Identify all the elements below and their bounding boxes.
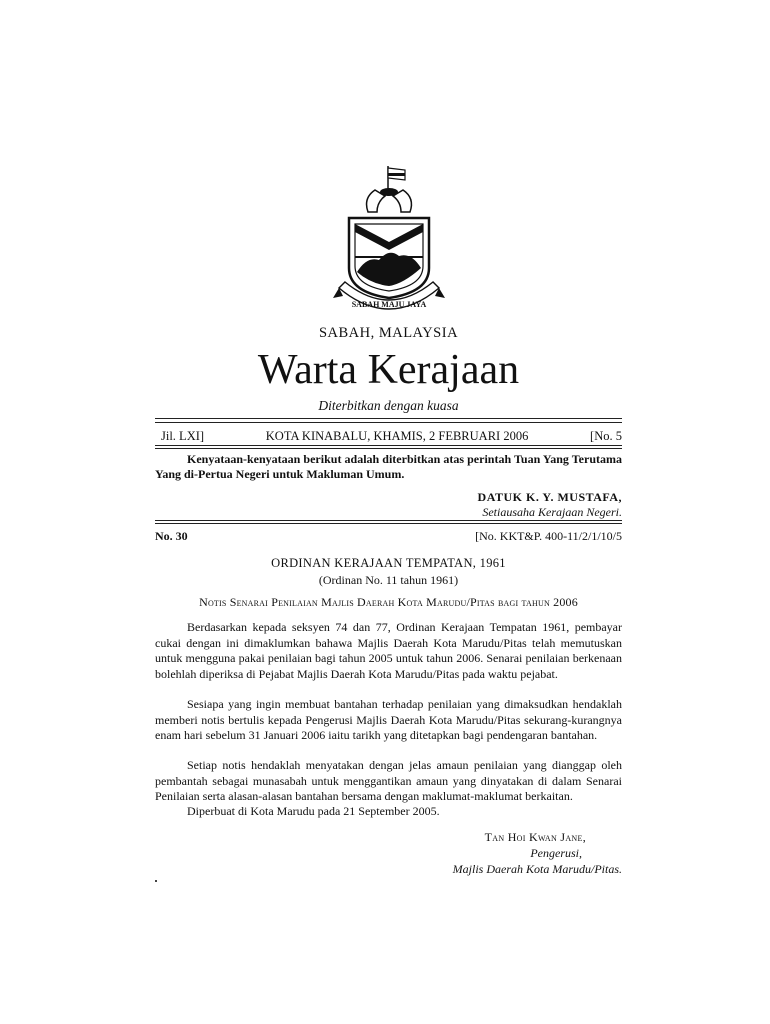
page-mark <box>155 880 157 882</box>
country-label: SABAH, MALAYSIA <box>318 325 459 341</box>
divider <box>155 520 622 521</box>
issue-number: [No. 5 <box>590 429 622 443</box>
gazette-title: Warta Kerajaan <box>257 347 520 393</box>
place-date: KOTA KINABALU, KHAMIS, 2 FEBRUARI 2006 <box>265 429 529 443</box>
notice-paragraph: Sesiapa yang ingin membuat bantahan terhadap penilaian yang dimaksudkan hendaklah memberi notis bertulis kepada Pengerusi Majlis Daerah Kota Marudu/Pitas sekurang-kurangnya enam hari sebelum 31 Januari 2006 iaitu tarikh yang ditetapkan bagi pendengaran bantahan. <box>155 697 622 742</box>
divider <box>155 445 622 446</box>
notice-paragraph: Setiap notis hendaklah menyatakan dengan jelas amaun penilaian yang dianggap oleh pembantah sebagai munasabah untuk menggantikan amaun yang dinyatakan di dalam Senarai Penilaian serta alasan-alasan bantahan bersama dengan maklumat-maklumat berkaitan. <box>155 758 622 803</box>
divider <box>155 418 622 419</box>
signatory-name: DATUK K. Y. MUSTAFA, <box>477 490 622 504</box>
emblem-motto: SABAH MAJU JAYA <box>351 300 427 309</box>
notice-title: Notis Senarai Penilaian Majlis Daerah Kota Marudu/Pitas bagi tahun 2006 <box>199 595 578 609</box>
signatory-role: Pengerusi, <box>530 846 582 860</box>
intro-signature <box>478 490 622 520</box>
signatory-name: Tan Hoi Kwan Jane, <box>484 830 586 844</box>
notice-paragraph: Berdasarkan kepada seksyen 74 dan 77, Ordinan Kerajaan Tempatan 1961, pembayar cukai dengan ini dimaklumkan bahawa Majlis Daerah Kota Marudu/Pitas telah memutuskan untuk mengguna pakai penilaian bagi tahun 2005 untuk tahun 2006. Senarai penilaian berkenaan bolehlah diperiksa di Pejabat Majlis Daerah Kota Marudu/Pitas pada waktu pejabat. <box>155 620 622 681</box>
divider <box>155 448 622 449</box>
notice-header <box>155 529 622 544</box>
issue-line <box>155 429 622 444</box>
signatory-role: Setiausaha Kerajaan Negeri. <box>482 505 622 519</box>
sabah-coat-of-arms-icon <box>333 160 445 318</box>
notice-reference: [No. KKT&P. 400-11/2/1/10/5 <box>475 529 622 543</box>
signatory-organisation: Majlis Daerah Kota Marudu/Pitas. <box>452 862 622 876</box>
volume-label: Jil. LXI] <box>161 429 205 443</box>
ordinance-title: ORDINAN KERAJAAN TEMPATAN, 1961 <box>271 556 506 570</box>
intro-paragraph: Kenyataan-kenyataan berikut adalah diterbitkan atas perintah Tuan Yang Terutama Yang di-Pertua Negeri untuk Makluman Umum. <box>155 452 622 481</box>
divider <box>155 523 622 524</box>
notice-number: No. 30 <box>155 529 188 543</box>
gazette-subtitle: Diterbitkan dengan kuasa <box>318 398 459 413</box>
notice-paragraph: Diperbuat di Kota Marudu pada 21 September 2005. <box>187 804 440 818</box>
ordinance-subtitle: (Ordinan No. 11 tahun 1961) <box>318 573 459 587</box>
divider <box>155 422 622 423</box>
notice-signature <box>453 829 622 877</box>
